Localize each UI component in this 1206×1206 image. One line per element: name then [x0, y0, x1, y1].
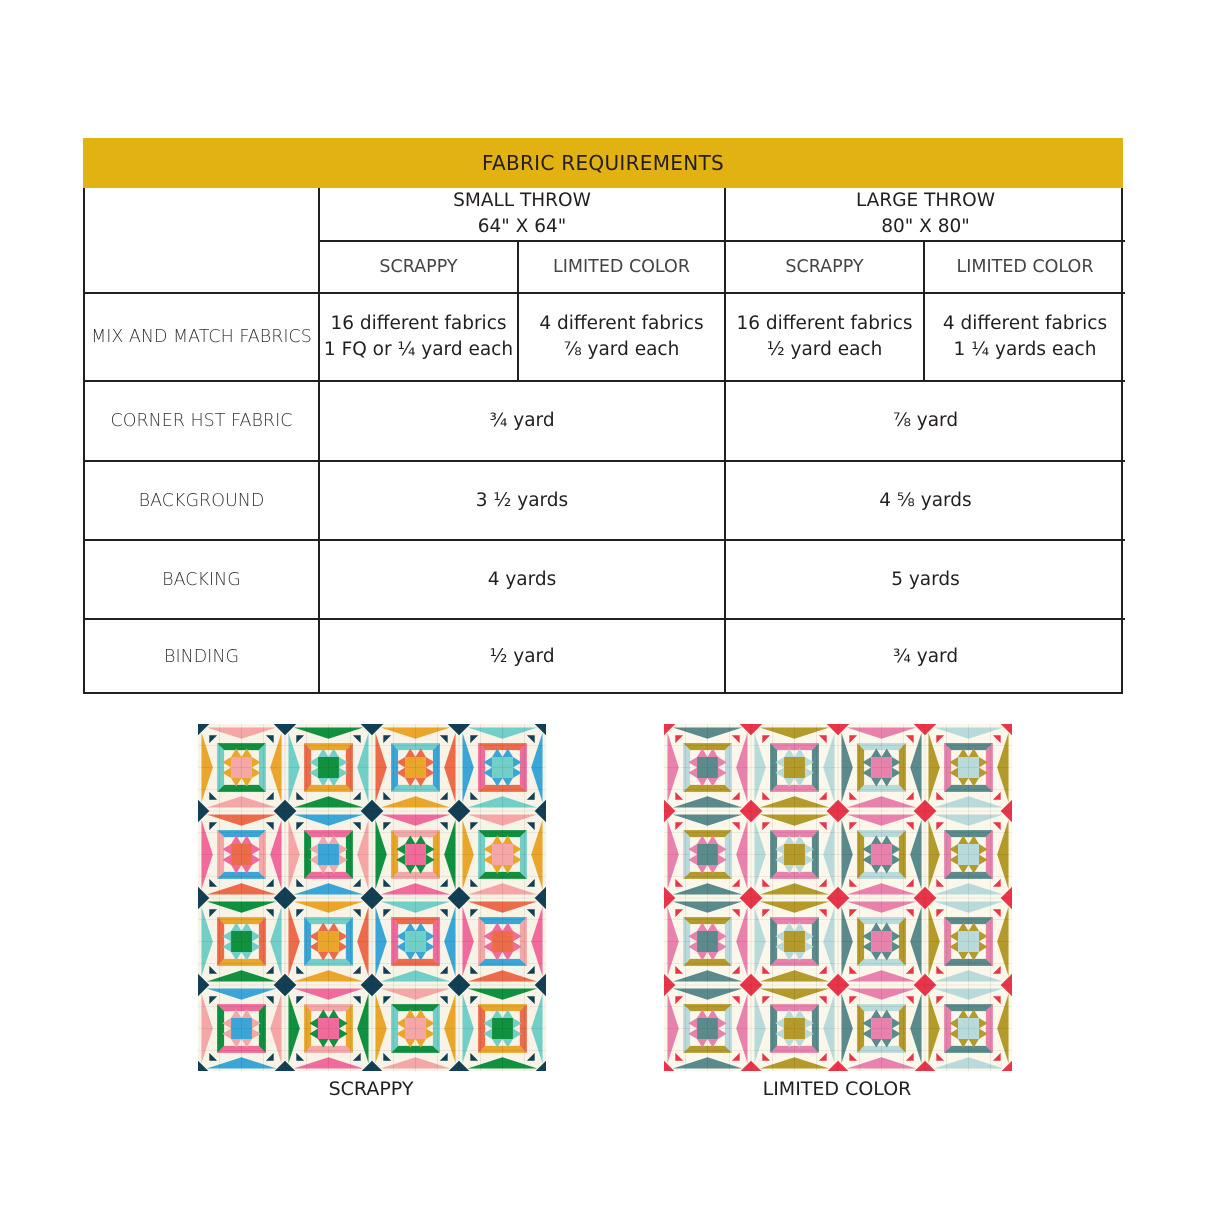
table-cell [320, 294, 519, 382]
row-label: CORNER HST FABRIC [85, 382, 320, 462]
table-cell: ¾ yard [320, 382, 726, 462]
type-header: LIMITED COLOR [925, 242, 1125, 294]
cell-line: 1 ¼ yards each [953, 339, 1097, 360]
scrappy-quilt-caption: SCRAPPY [328, 1078, 414, 1100]
table-cell: 5 yards [726, 541, 1125, 620]
table-cell: 4 yards [320, 541, 726, 620]
cell-line: 4 different fabrics [942, 313, 1108, 334]
table-cell [519, 294, 726, 382]
table-cell: 4 ⅝ yards [726, 462, 1125, 541]
type-header: SCRAPPY [726, 242, 925, 294]
row-label: BACKGROUND [85, 462, 320, 541]
row-label: BACKING [85, 541, 320, 620]
table-cell: ¾ yard [892, 646, 959, 667]
cell-line: 4 different fabrics [539, 313, 704, 334]
table-title: FABRIC REQUIREMENTS [83, 138, 1123, 188]
table-cell: 3 ½ yards [320, 462, 726, 541]
cell-line: ½ yard each [766, 339, 883, 360]
fabric-requirements-table [83, 188, 1123, 694]
table-cell: ½ yard [320, 620, 726, 694]
size-header-large [726, 188, 1125, 242]
cell-line: 16 different fabrics [330, 313, 507, 334]
row-label: MIX AND MATCH FABRICS [85, 294, 320, 382]
size-name: SMALL THROW [453, 190, 591, 211]
table-cell [925, 294, 1125, 382]
cell-line: ⅞ yard each [563, 339, 680, 360]
table-cell [726, 294, 925, 382]
scrappy-quilt-image [198, 724, 546, 1071]
limited-color-quilt-image [664, 724, 1012, 1071]
size-name: LARGE THROW [855, 190, 996, 211]
limited-color-quilt-caption: LIMITED COLOR [762, 1078, 912, 1100]
type-header: SCRAPPY [320, 242, 519, 294]
empty-corner-cell [85, 188, 320, 294]
size-dims: 64" X 64" [477, 216, 567, 237]
cell-line: 16 different fabrics [736, 313, 913, 334]
row-label: BINDING [85, 620, 320, 694]
cell-line: 1 FQ or ¼ yard each [323, 339, 514, 360]
size-dims: 80" X 80" [881, 216, 970, 237]
type-header: LIMITED COLOR [519, 242, 726, 294]
table-cell: ⅞ yard [726, 382, 1125, 462]
size-header-small [320, 188, 726, 242]
